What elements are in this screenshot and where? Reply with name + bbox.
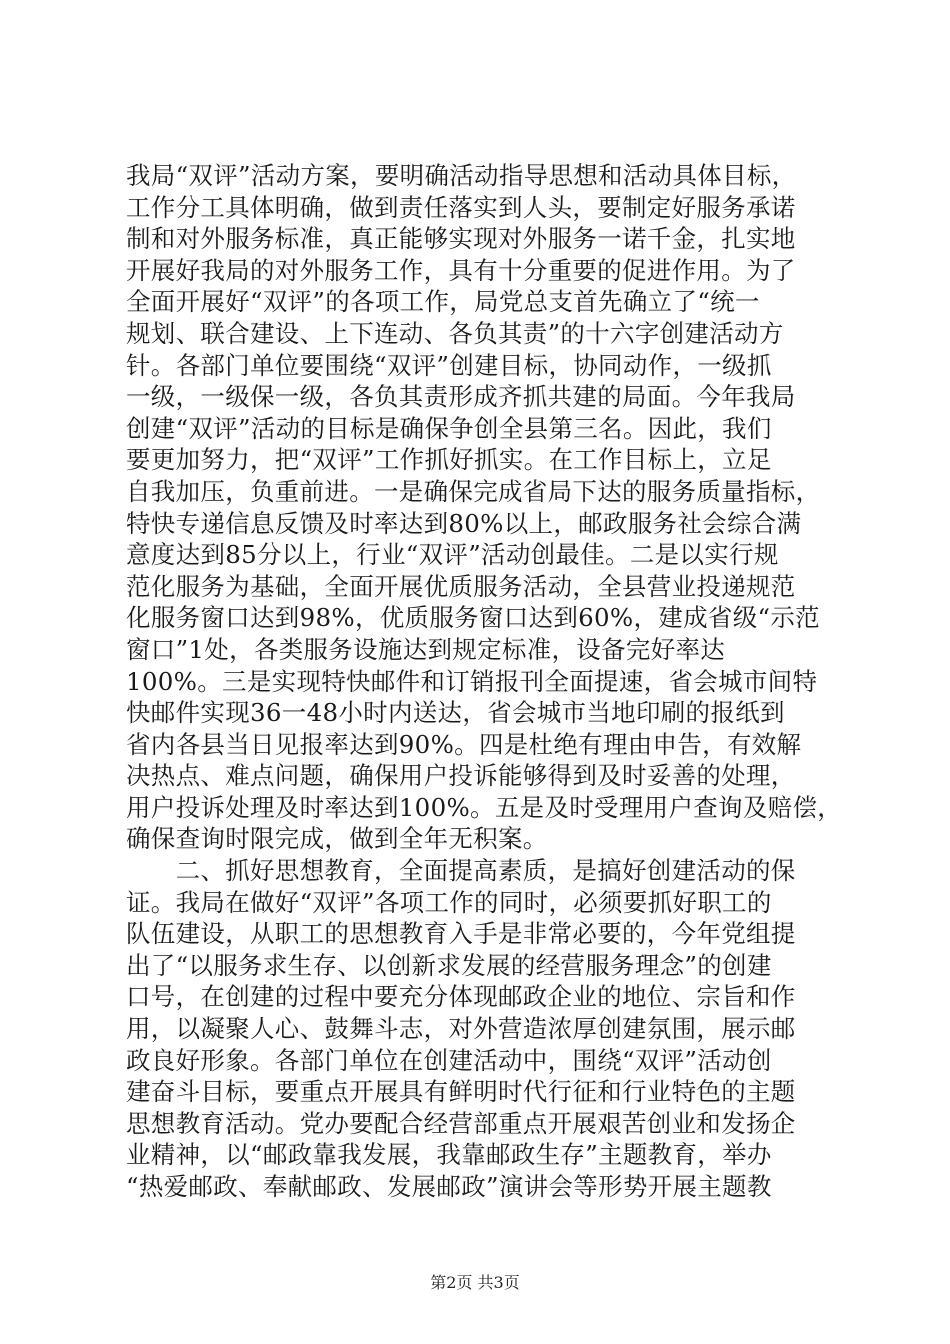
text-line: 意度达到85分以上，行业“双评”活动创最佳。二是以实行规 (126, 540, 779, 570)
text-line: “热爱邮政、奉献邮政、发展邮政”演讲会等形势开展主题教 (126, 1172, 772, 1201)
text-line: 业精神，以“邮政靠我发展，我靠邮政生存”主题教育，举办 (126, 1140, 772, 1170)
text-line: 建奋斗目标，要重点开展具有鲜明时代行征和行业特色的主题 (126, 1077, 796, 1107)
text-line: 政良好形象。各部门单位在创建活动中，围绕“双评”活动创 (126, 1045, 772, 1075)
text-line: 化服务窗口达到98%，优质服务窗口达到60%，建成省级“示范 (126, 603, 820, 633)
text-line: 快邮件实现36一48小时内送达，省会城市当地印刷的报纸到 (126, 698, 785, 728)
text-line: 规划、联合建设、上下连动、各负其责”的十六字创建活动方 (126, 318, 784, 348)
text-line: 队伍建设，从职工的思想教育入手是非常必要的，今年党组提 (126, 919, 796, 949)
text-line: 证。我局在做好“双评”各项工作的同时，必须要抓好职工的 (126, 887, 772, 917)
text-line: 全面开展好“双评”的各项工作，局党总支首先确立了“统一 (126, 287, 760, 317)
text-line: 出了“以服务求生存、以创新求发展的经营服务理念”的创建 (126, 950, 772, 980)
document-body (126, 160, 843, 1203)
text-line: 思想教育活动。党办要配合经营部重点开展艰苦创业和发扬企 (126, 1108, 796, 1138)
text-line: 决热点、难点问题，确保用户投诉能够得到及时妥善的处理， (126, 761, 796, 791)
text-line: 确保查询时限完成，做到全年无积案。 (126, 824, 548, 854)
text-line: 用，以凝聚人心、鼓舞斗志，对外营造浓厚创建氛围，展示邮 (126, 1014, 796, 1044)
text-line: 窗口”1处，各类服务设施达到规定标准，设备完好率达 (126, 634, 726, 664)
page-footer: 第2页 共3页 (430, 1273, 520, 1292)
text-line: 开展好我局的对外服务工作，具有十分重要的促进作用。为了 (126, 255, 796, 285)
text-line: 用户投诉处理及时率达到100%。五是及时受理用户查询及赔偿， (126, 792, 843, 822)
text-line: 一级，一级保一级，各负其责形成齐抓共建的局面。今年我局 (126, 382, 796, 412)
text-line: 省内各县当日见报率达到90%。四是杜绝有理由申告，有效解 (126, 729, 802, 759)
text-line: 二、抓好思想教育，全面提高素质，是搞好创建活动的保 (126, 856, 796, 886)
text-line: 范化服务为基础，全面开展优质服务活动，全县营业投递规范 (126, 571, 796, 601)
text-line: 我局“双评”活动方案，要明确活动指导思想和活动具体目标， (126, 161, 797, 190)
text-line: 口号，在创建的过程中要充分体现邮政企业的地位、宗旨和作 (126, 982, 796, 1012)
text-line: 创建“双评”活动的目标是确保争创全县第三名。因此，我们 (126, 413, 772, 443)
text-line: 自我加压，负重前进。一是确保完成省局下达的服务质量指标， (126, 476, 821, 506)
text-line: 特快专递信息反馈及时率达到80%以上，邮政服务社会综合满 (126, 508, 802, 538)
text-line: 100%。三是实现特快邮件和订销报刊全面提速，省会城市间特 (126, 666, 818, 696)
text-line: 针。各部门单位要围绕“双评”创建目标，协同动作，一级抓 (126, 350, 772, 380)
text-line: 制和对外服务标准，真正能够实现对外服务一诺千金，扎实地 (126, 224, 796, 254)
text-line: 工作分工具体明确，做到责任落实到人头，要制定好服务承诺 (126, 192, 796, 222)
text-line: 要更加努力，把“双评”工作抓好抓实。在工作目标上，立足 (126, 445, 772, 475)
